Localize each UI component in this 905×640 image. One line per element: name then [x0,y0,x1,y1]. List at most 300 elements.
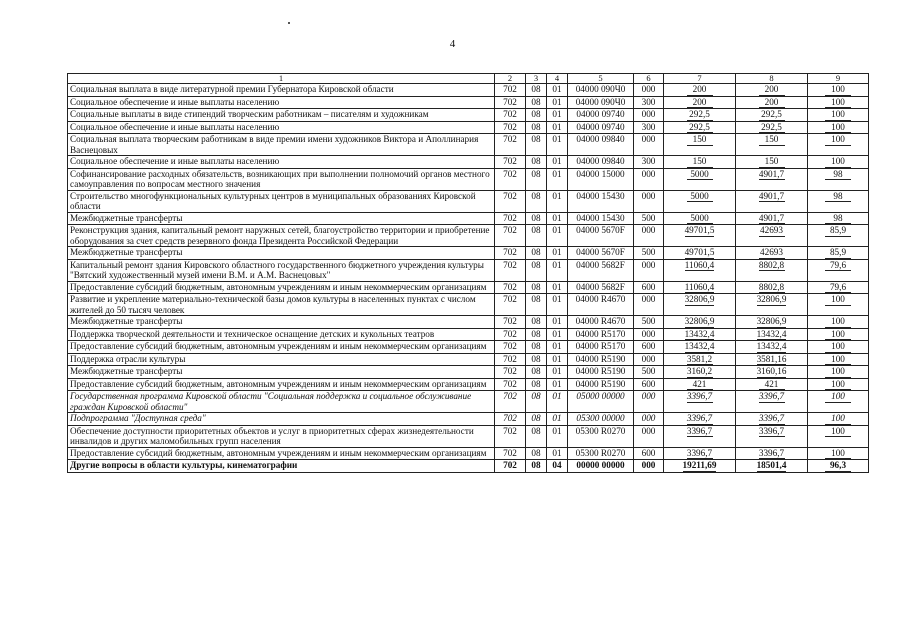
cell-value: 200 [759,97,785,109]
row-value-cell [664,109,736,122]
cell-value: 3396,7 [758,413,785,423]
cell-value: 292,5 [759,109,785,121]
row-value-cell: 600 [634,447,664,460]
budget-table [67,73,869,473]
cell-value: 3396,7 [686,425,713,436]
row-value-cell [664,134,736,156]
row-value-cell: 01 [547,121,568,134]
row-value-cell: 01 [547,109,568,122]
table-row [68,168,869,190]
row-value-cell: 08 [526,84,547,97]
row-value-cell: 01 [547,281,568,294]
row-value-cell [808,341,869,354]
row-value-cell: 702 [495,109,526,122]
row-value-cell: 702 [495,247,526,260]
row-value-cell: 000 [634,109,664,122]
table-row [68,96,869,109]
row-value-cell [736,366,808,379]
row-value-cell: 000 [634,84,664,97]
row-value-cell: 702 [495,156,526,169]
row-value-cell: 000 [634,353,664,366]
row-value-cell [808,121,869,134]
row-value-cell [664,460,736,473]
row-value-cell: 300 [634,156,664,169]
row-value-cell [808,425,869,447]
table-row [68,212,869,225]
cell-value: 79,6 [825,260,851,272]
row-value-cell [664,84,736,97]
row-value-cell: 08 [526,212,547,225]
row-value-cell: 01 [547,190,568,212]
row-value-cell [664,413,736,426]
row-value-cell: 300 [634,121,664,134]
cell-value: 32806,9 [684,294,715,304]
cell-value: 11060,4 [684,259,715,270]
column-header: 3 [526,74,547,84]
row-value-cell: 01 [547,84,568,97]
row-value-cell [664,96,736,109]
row-value-cell: 01 [547,212,568,225]
row-value-cell [664,425,736,447]
row-value-cell [664,259,736,281]
row-value-cell: 01 [547,316,568,329]
row-value-cell [808,96,869,109]
row-value-cell: 04000 15430 [568,190,634,212]
cell-value: 32806,9 [684,316,715,326]
row-value-cell: 04000 090Ч0 [568,96,634,109]
table-row [68,447,869,460]
row-value-cell: 04000 09840 [568,134,634,156]
cell-value: 98 [825,169,851,181]
row-value-cell: 01 [547,425,568,447]
table-row [68,413,869,426]
cell-value: 292,5 [687,109,713,121]
row-value-cell [736,341,808,354]
row-value-cell: 01 [547,447,568,460]
row-value-cell [736,96,808,109]
scan-speck [288,22,290,24]
row-value-cell [736,425,808,447]
cell-value: 32806,9 [756,316,787,326]
row-value-cell [808,259,869,281]
column-header: 7 [664,74,736,84]
cell-value: 18501,4 [756,460,787,470]
cell-value: 5000 [687,213,713,225]
row-value-cell: 08 [526,328,547,341]
table-row [68,353,869,366]
table-row [68,316,869,329]
row-value-cell [664,316,736,329]
cell-value: 85,9 [825,225,851,237]
row-value-cell [736,460,808,473]
row-value-cell: 08 [526,259,547,281]
cell-value: 3396,7 [686,447,713,458]
cell-value: 19211,69 [682,460,717,470]
table-row [68,134,869,156]
row-value-cell [808,190,869,212]
row-value-cell: 702 [495,134,526,156]
row-value-cell: 08 [526,168,547,190]
row-value-cell: 702 [495,121,526,134]
cell-value: 100 [825,379,851,391]
cell-value: 96,3 [825,460,851,472]
row-value-cell: 702 [495,413,526,426]
row-name-cell: Софинансирование расходных обязательств, возникающих при выполнении полномочий органов местного самоуправления по вопросам местного значения [68,168,495,190]
cell-value: 100 [825,366,851,378]
row-value-cell: 04000 R5190 [568,353,634,366]
row-value-cell: 000 [634,168,664,190]
cell-value: 8802,8 [758,281,785,292]
table-row [68,156,869,169]
cell-value: 98 [825,213,851,225]
table-row [68,247,869,260]
table-row [68,328,869,341]
row-value-cell [736,413,808,426]
row-value-cell [808,212,869,225]
row-value-cell: 01 [547,341,568,354]
row-value-cell: 08 [526,121,547,134]
row-value-cell: 05300 R0270 [568,425,634,447]
row-value-cell [736,212,808,225]
row-value-cell: 01 [547,156,568,169]
row-value-cell [808,247,869,260]
row-value-cell: 000 [634,190,664,212]
row-value-cell [736,328,808,341]
cell-value: 150 [687,156,713,168]
cell-value: 200 [759,84,785,96]
row-value-cell: 08 [526,294,547,316]
table-row [68,121,869,134]
row-name-cell: Капитальный ремонт здания Кировского областного государственного бюджетного учреждения культуры "Вятский художественный музей имени В.М. и А.М. Васнецовых" [68,259,495,281]
row-value-cell: 08 [526,316,547,329]
row-name-cell: Развитие и укрепление материально-технической базы домов культуры в населенных пунктах с числом жителей до 50 тысяч человек [68,294,495,316]
row-value-cell [736,225,808,247]
table-row [68,366,869,379]
cell-value: 150 [759,156,785,168]
cell-value: 4901,7 [758,212,785,223]
cell-value: 3396,7 [686,391,713,401]
row-value-cell [664,447,736,460]
cell-value: 100 [825,354,851,366]
row-value-cell [808,366,869,379]
row-value-cell: 702 [495,84,526,97]
row-value-cell: 08 [526,156,547,169]
cell-value: 32806,9 [756,294,787,304]
row-value-cell [808,225,869,247]
row-value-cell [664,353,736,366]
row-value-cell: 702 [495,353,526,366]
cell-value: 49701,5 [684,247,715,257]
cell-value: 100 [825,316,851,328]
row-name-cell: Межбюджетные трансферты [68,212,495,225]
row-name-cell: Социальное обеспечение и иные выплаты населению [68,96,495,109]
row-value-cell: 702 [495,96,526,109]
column-header: 8 [736,74,808,84]
table-row [68,378,869,391]
row-value-cell [664,366,736,379]
row-value-cell [808,134,869,156]
row-value-cell [664,212,736,225]
page-number: 4 [449,38,456,50]
table-row [68,425,869,447]
cell-value: 421 [687,379,713,391]
cell-value: 100 [825,391,851,403]
column-header: 6 [634,74,664,84]
row-value-cell: 702 [495,168,526,190]
row-value-cell [736,156,808,169]
cell-value: 3396,7 [686,413,713,423]
cell-value: 150 [687,134,713,146]
row-name-cell: Предоставление субсидий бюджетным, автономным учреждениям и иным некоммерческим организациям [68,341,495,354]
row-value-cell: 08 [526,391,547,413]
row-name-cell: Реконструкция здания, капитальный ремонт наружных сетей, благоустройство территории и приобретение оборудования за счет средств резервного фонда Президента Российской Федерации [68,225,495,247]
row-value-cell: 01 [547,134,568,156]
row-value-cell: 04000 R5170 [568,341,634,354]
row-value-cell: 01 [547,259,568,281]
table-row [68,109,869,122]
row-value-cell: 01 [547,247,568,260]
table-row [68,460,869,473]
row-value-cell [736,190,808,212]
row-value-cell [808,84,869,97]
row-value-cell [736,294,808,316]
row-value-cell: 04000 R5190 [568,378,634,391]
cell-value: 3581,2 [686,353,713,364]
cell-value: 5000 [687,191,713,203]
cell-value: 100 [825,122,851,134]
cell-value: 5000 [687,169,713,181]
row-value-cell: 04000 09840 [568,156,634,169]
cell-value: 3581,16 [756,353,787,364]
cell-value: 3160,16 [756,366,787,376]
cell-value: 13432,4 [684,341,715,351]
row-value-cell [808,294,869,316]
row-value-cell [736,84,808,97]
row-value-cell: 08 [526,366,547,379]
cell-value: 4901,7 [758,168,785,179]
row-value-cell: 08 [526,96,547,109]
row-name-cell: Межбюджетные трансферты [68,316,495,329]
row-value-cell: 702 [495,460,526,473]
row-value-cell: 702 [495,190,526,212]
row-value-cell [808,413,869,426]
row-value-cell [664,247,736,260]
row-value-cell [808,391,869,413]
row-name-cell: Социальная выплата творческим работникам в виде премии имени художников Виктора и Аполлинария Васнецовых [68,134,495,156]
row-value-cell [808,316,869,329]
row-value-cell: 000 [634,225,664,247]
row-value-cell: 702 [495,328,526,341]
row-value-cell: 04000 09740 [568,121,634,134]
cell-value: 100 [825,294,851,306]
row-value-cell [808,328,869,341]
row-value-cell: 08 [526,413,547,426]
row-value-cell: 08 [526,341,547,354]
cell-value: 42693 [760,247,783,257]
row-value-cell [808,109,869,122]
column-header: 1 [68,74,495,84]
row-value-cell [664,294,736,316]
row-value-cell: 000 [634,294,664,316]
row-value-cell [664,378,736,391]
row-value-cell: 04000 R4670 [568,316,634,329]
cell-value: 200 [687,97,713,109]
cell-value: 100 [825,341,851,353]
cell-value: 3396,7 [758,425,785,436]
row-value-cell: 08 [526,190,547,212]
row-value-cell: 000 [634,425,664,447]
row-value-cell: 01 [547,413,568,426]
row-value-cell: 04000 5682F [568,259,634,281]
row-name-cell: Обеспечение доступности приоритетных объектов и услуг в приоритетных сферах жизнедеятельности инвалидов и других маломобильных групп населения [68,425,495,447]
row-value-cell [736,109,808,122]
row-name-cell: Другие вопросы в области культуры, кинематографии [68,460,495,473]
row-value-cell [808,156,869,169]
cell-value: 100 [825,109,851,121]
row-value-cell: 04000 090Ч0 [568,84,634,97]
row-value-cell: 702 [495,225,526,247]
row-value-cell: 08 [526,460,547,473]
row-name-cell: Социальное обеспечение и иные выплаты населению [68,121,495,134]
row-value-cell [664,341,736,354]
row-value-cell: 702 [495,259,526,281]
row-value-cell: 702 [495,294,526,316]
row-value-cell: 05300 R0270 [568,447,634,460]
table-row [68,259,869,281]
row-value-cell: 04000 09740 [568,109,634,122]
row-value-cell: 04 [547,460,568,473]
column-header: 9 [808,74,869,84]
row-value-cell: 000 [634,391,664,413]
row-value-cell [664,281,736,294]
row-value-cell [664,121,736,134]
cell-value: 8802,8 [758,259,785,270]
row-value-cell: 04000 R4670 [568,294,634,316]
cell-value: 100 [825,413,851,425]
row-name-cell: Предоставление субсидий бюджетным, автономным учреждениям и иным некоммерческим организациям [68,378,495,391]
row-name-cell: Строительство многофункциональных культурных центров в муниципальных образованиях Кировской области [68,190,495,212]
row-value-cell: 600 [634,341,664,354]
row-value-cell: 702 [495,316,526,329]
row-value-cell [736,281,808,294]
row-value-cell: 05000 00000 [568,391,634,413]
cell-value: 100 [825,97,851,109]
cell-value: 42693 [760,225,783,235]
row-value-cell: 702 [495,425,526,447]
row-value-cell [664,190,736,212]
row-name-cell: Межбюджетные трансферты [68,366,495,379]
cell-value: 100 [825,134,851,146]
row-value-cell [736,378,808,391]
row-value-cell [808,353,869,366]
row-value-cell: 300 [634,96,664,109]
cell-value: 421 [759,379,785,391]
row-value-cell: 05300 00000 [568,413,634,426]
column-header: 4 [547,74,568,84]
row-value-cell: 04000 5670F [568,247,634,260]
cell-value: 49701,5 [684,225,715,235]
row-value-cell: 04000 5670F [568,225,634,247]
row-value-cell: 08 [526,281,547,294]
row-value-cell [736,121,808,134]
cell-value: 13432,4 [756,341,787,351]
row-value-cell [808,447,869,460]
table-row [68,294,869,316]
row-value-cell: 01 [547,96,568,109]
row-value-cell: 01 [547,168,568,190]
table-row [68,84,869,97]
cell-value: 100 [825,156,851,168]
row-value-cell: 000 [634,259,664,281]
row-value-cell: 08 [526,247,547,260]
row-value-cell: 702 [495,391,526,413]
column-header: 2 [495,74,526,84]
row-value-cell: 08 [526,109,547,122]
row-value-cell: 000 [634,134,664,156]
row-value-cell [736,447,808,460]
cell-value: 11060,4 [684,281,715,292]
row-value-cell: 04000 15430 [568,212,634,225]
row-value-cell: 08 [526,353,547,366]
cell-value: 85,9 [825,247,851,259]
cell-value: 13432,4 [684,328,715,339]
row-value-cell: 00000 00000 [568,460,634,473]
row-value-cell: 000 [634,413,664,426]
row-value-cell: 702 [495,341,526,354]
row-value-cell: 01 [547,353,568,366]
row-value-cell [736,247,808,260]
row-value-cell: 702 [495,378,526,391]
cell-value: 3396,7 [758,447,785,458]
row-value-cell [808,460,869,473]
row-name-cell: Предоставление субсидий бюджетным, автономным учреждениям и иным некоммерческим организациям [68,447,495,460]
row-value-cell: 08 [526,225,547,247]
cell-value: 4901,7 [758,190,785,201]
row-value-cell: 01 [547,294,568,316]
row-value-cell [808,378,869,391]
row-value-cell: 01 [547,366,568,379]
row-value-cell: 000 [634,328,664,341]
row-value-cell: 08 [526,447,547,460]
cell-value: 79,6 [825,282,851,294]
row-value-cell: 702 [495,212,526,225]
row-value-cell: 08 [526,134,547,156]
row-value-cell [664,168,736,190]
cell-value: 292,5 [759,122,785,134]
row-name-cell: Межбюджетные трансферты [68,247,495,260]
row-value-cell [808,281,869,294]
row-name-cell: Предоставление субсидий бюджетным, автономным учреждениям и иным некоммерческим организациям [68,281,495,294]
row-value-cell: 08 [526,378,547,391]
column-number-header-row [68,74,869,84]
row-name-cell: Социальные выплаты в виде стипендий творческим работникам – писателям и художникам [68,109,495,122]
row-value-cell: 01 [547,225,568,247]
row-value-cell [664,225,736,247]
row-value-cell [808,168,869,190]
row-value-cell: 702 [495,281,526,294]
row-value-cell [736,391,808,413]
row-value-cell: 500 [634,366,664,379]
cell-value: 3160,2 [686,366,713,376]
table-row [68,281,869,294]
cell-value: 100 [825,426,851,438]
row-value-cell: 500 [634,316,664,329]
row-value-cell: 04000 R5190 [568,366,634,379]
table-row [68,225,869,247]
row-name-cell: Государственная программа Кировской области "Социальная поддержка и социальное обслуживание граждан Кировской области" [68,391,495,413]
cell-value: 200 [687,84,713,96]
row-value-cell: 500 [634,212,664,225]
